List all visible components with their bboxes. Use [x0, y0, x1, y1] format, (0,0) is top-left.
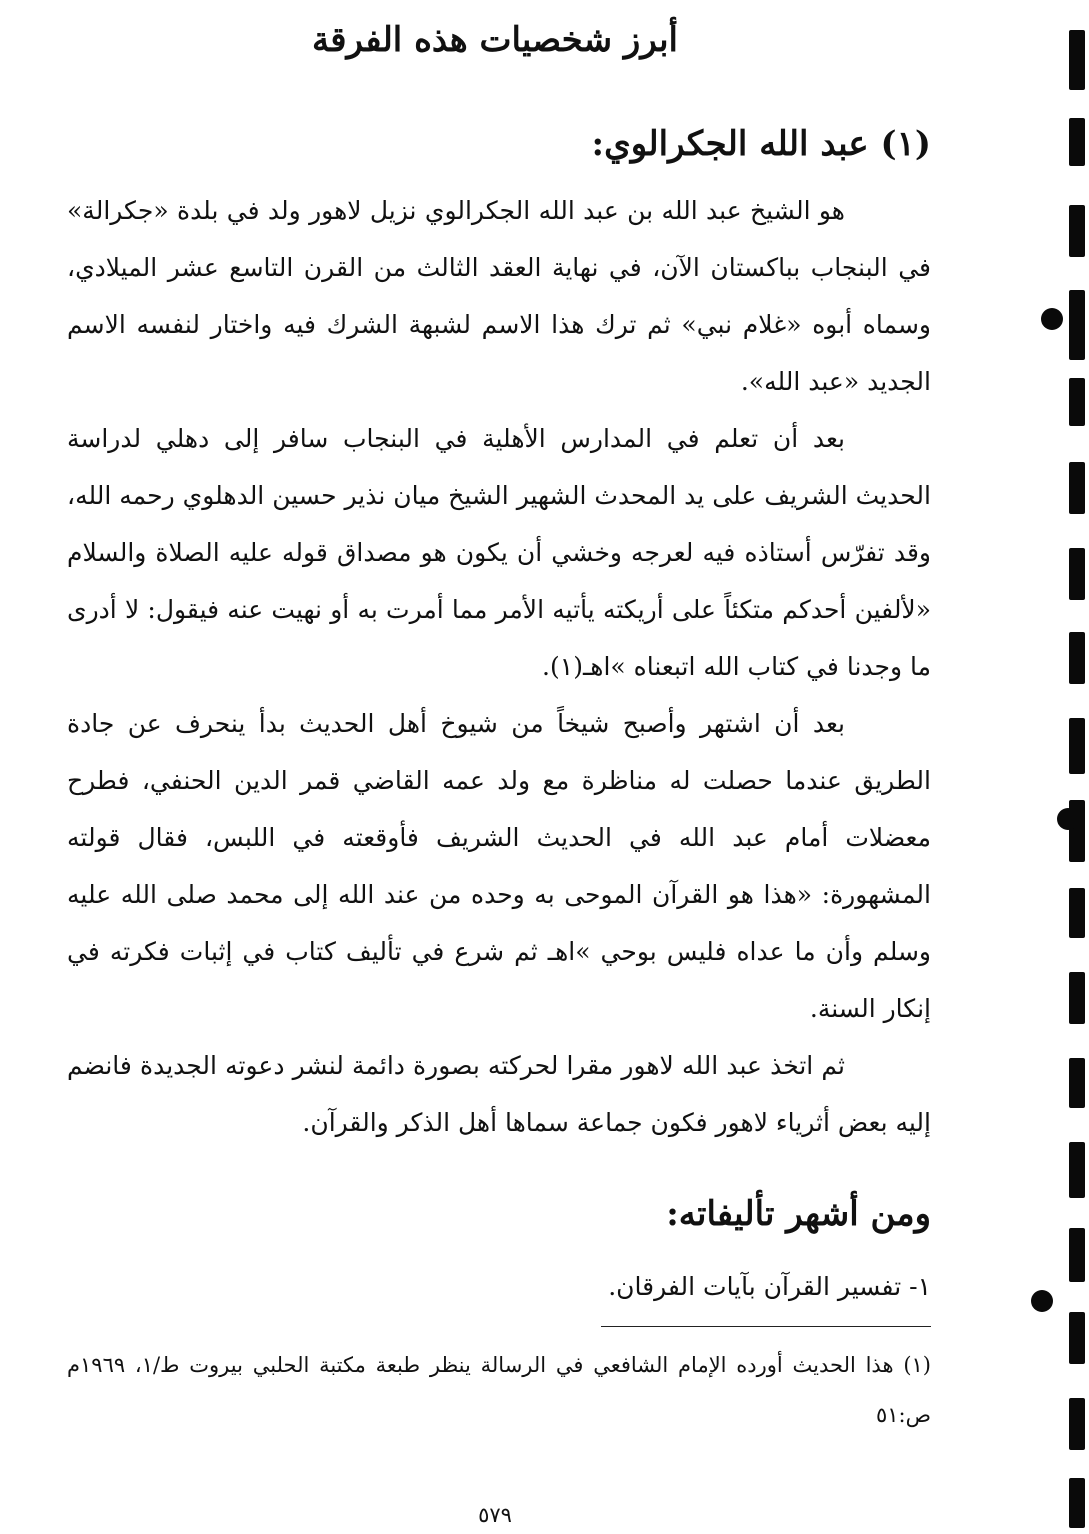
- footnote: (١) هذا الحديث أورده الإمام الشافعي في الرسالة ينظر طبعة مكتبة الحلبي بيروت ط/١، ١٩٦٩م ص:٥١: [67, 1353, 931, 1427]
- binding-mark: [1069, 205, 1085, 257]
- binding-mark: [1069, 1228, 1085, 1282]
- punch-hole-icon: [1057, 808, 1079, 830]
- punch-hole-icon: [1041, 308, 1063, 330]
- binding-mark: [1069, 888, 1085, 938]
- paragraph-birth: هو الشيخ عبد الله بن عبد الله الجكرالوي نزيل لاهور ولد في بلدة «جكرالة» في البنجاب بباكستان الآن، في نهاية العقد الثالث من القرن التاسع عشر الميلادي، وسماه أبوه «غلام نبي» ثم ترك هذا الاسم لشبهة الشرك فيه واختار لنفسه الاسم الجديد «عبد الله».: [67, 196, 931, 396]
- binding-mark: [1069, 1312, 1085, 1364]
- binding-mark: [1069, 30, 1085, 90]
- binding-mark: [1069, 632, 1085, 684]
- paragraph-deviation: بعد أن اشتهر وأصبح شيخاً من شيوخ أهل الحديث بدأ ينحرف عن جادة الطريق عندما حصلت له مناظرة مع ولد عمه القاضي قمر الدين الحنفي، فطرح معضلات أمام عبد الله في الحديث الشريف فأوقعته في اللبس، فقال قولته المشهورة: «هذا هو القرآن الموحى به وحده من عند الله إلى محمد صلى الله عليه وسلم وأن ما عداه فليس بوحي »اهـ ثم شرع في تأليف كتاب في إثبات فكرته في إنكار السنة.: [67, 709, 931, 1023]
- page-number: ٥٧٩: [478, 1503, 512, 1527]
- binding-mark: [1069, 1398, 1085, 1450]
- binding-mark: [1069, 118, 1085, 166]
- works-list-item: ١- تفسير القرآن بآيات الفرقان.: [608, 1272, 931, 1301]
- binding-mark: [1069, 972, 1085, 1024]
- binding-mark: [1069, 1142, 1085, 1198]
- footnote-separator: [601, 1326, 931, 1327]
- binding-mark: [1069, 378, 1085, 426]
- punch-hole-icon: [1031, 1290, 1053, 1312]
- page-title: أبرز شخصيات هذه الفرقة: [312, 20, 678, 60]
- paragraph-education: بعد أن تعلم في المدارس الأهلية في البنجاب سافر إلى دهلي لدراسة الحديث الشريف على يد المحدث الشهير الشيخ ميان نذير حسين الدهلوي رحمه الله، وقد تفرّس أستاذه فيه لعرجه وخشي أن يكون هو مصداق قوله عليه الصلاة والسلام «لألفين أحدكم متكئاً على أريكته يأتيه الأمر مما أمرت به أو نهيت عنه فيقول: لا أدرى ما وجدنا في كتاب الله اتبعناه »اهـ(١).: [67, 424, 931, 681]
- section-heading-works: ومن أشهر تأليفاته:: [666, 1194, 931, 1234]
- binding-mark: [1069, 548, 1085, 600]
- binding-mark: [1069, 1478, 1085, 1528]
- body-text: [67, 182, 931, 1151]
- section-heading-person: (١) عبد الله الجكرالوي:: [591, 124, 931, 164]
- binding-mark: [1069, 290, 1085, 360]
- binding-mark: [1069, 718, 1085, 774]
- binding-mark: [1069, 462, 1085, 514]
- binding-mark: [1069, 1058, 1085, 1108]
- paragraph-lahore: ثم اتخذ عبد الله لاهور مقرا لحركته بصورة دائمة لنشر دعوته الجديدة فانضم إليه بعض أثرياء لاهور فكون جماعة سماها أهل الذكر والقرآن.: [67, 1051, 931, 1137]
